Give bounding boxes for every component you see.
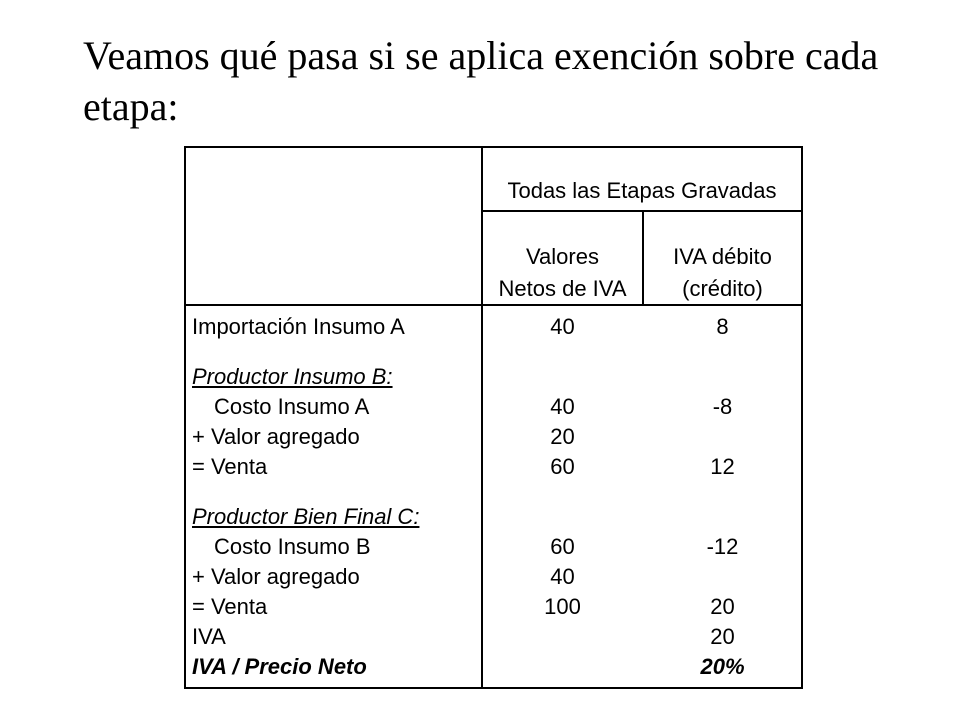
row-label: = Venta	[192, 454, 268, 479]
tax-table	[184, 146, 803, 689]
row-value-iva: 8	[716, 314, 729, 339]
row-value-net: 40	[550, 564, 575, 589]
slide-title: Veamos qué pasa si se aplica exención sobre cada etapa:	[83, 33, 879, 129]
row-value-net: 100	[544, 594, 581, 619]
row-label: IVA	[192, 624, 226, 649]
col1-header-line1: Valores	[526, 244, 599, 269]
section-label: Productor Insumo B:	[192, 364, 393, 389]
group-header-divider	[481, 210, 801, 212]
row-label: Importación Insumo A	[192, 314, 405, 339]
row-value-iva: -8	[712, 394, 733, 419]
row-label: + Valor agregado	[192, 564, 360, 589]
row-value-net: 60	[550, 534, 575, 559]
row-value-net: 60	[550, 454, 575, 479]
section-label: Productor Bien Final C:	[192, 504, 420, 529]
col1-header-line2: Netos de IVA	[498, 276, 627, 301]
row-value-iva: 20	[710, 624, 735, 649]
row-value-net: 40	[550, 314, 575, 339]
header-divider	[186, 304, 801, 306]
row-value-net: 40	[550, 394, 575, 419]
row-value-net: 20	[550, 424, 575, 449]
row-value-ratio: 20%	[700, 654, 745, 679]
group-header: Todas las Etapas Gravadas	[507, 178, 777, 203]
row-label: = Venta	[192, 594, 268, 619]
col2-header-line1: IVA débito	[673, 244, 772, 269]
row-label: + Valor agregado	[192, 424, 360, 449]
row-value-iva: 12	[710, 454, 735, 479]
row-label: Costo Insumo A	[214, 394, 370, 419]
col2-header-line2: (crédito)	[682, 276, 763, 301]
row-label: Costo Insumo B	[214, 534, 371, 559]
row-value-iva: 20	[710, 594, 735, 619]
row-label-total: IVA / Precio Neto	[192, 654, 367, 679]
row-value-iva: -12	[706, 534, 739, 559]
